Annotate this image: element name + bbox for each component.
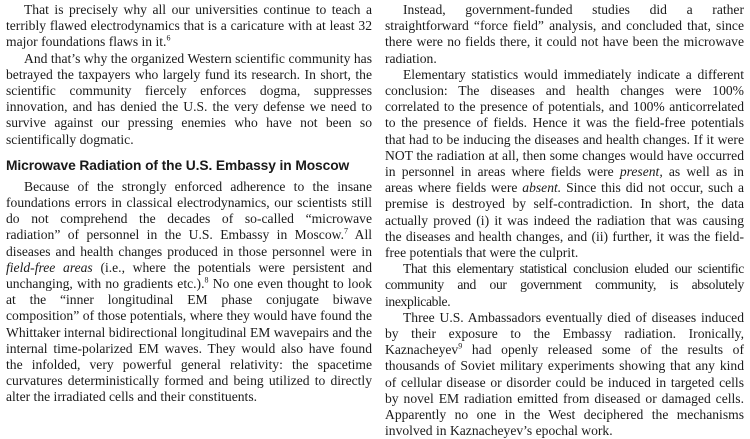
paragraph-force-field-analysis: Instead, government-funded studies did a rather straightforward “force field” analysis, and concluded that, since there were no fields there, it could not have been the microwave radiation. [385,2,744,66]
paragraph-universities: That is precisely why all our universities continue to teach a terribly flawed electrodynamics that is a caricature with at least 32 major foundations flaws in it.$^6$ [6,2,372,50]
emphasis-present: present, [619,164,663,180]
emphasis-absent: absent. [522,180,562,196]
paragraph-elementary-statistics: Elementary statistics would immediately indicate a different conclusion: The diseases and health changes were 100% correlated to the presence of potentials, and 100% anticorrelated to the presence of fields. Hence it was the field-free potentials that had to be inducing the diseases and health changes. If it were NOT the radiation at all, then some changes would have occurred in personnel in areas where fields were present, as well as in areas where fields were absent. Since this did not occur, such a premise is destroyed by self-contradiction. In short, the data actually proved (i) it was indeed the radiation that was causing the diseases and health changes, and (ii) further, it was the field-free potentials that were the culprit. [385,66,744,261]
right-column [385,2,744,439]
footnote-ref-8[interactable]: 8 [204,275,209,285]
paragraph-embassy-radiation: Because of the strongly enforced adherence to the insane foundations errors in classical electrodynamics, our scientists still do not comprehend the decades of so-called “microwave radiation” of personnel in the U.S. Embassy in Moscow.$^7$ All diseases and health changes produced in those personnel were in field-free areas (i.e., where the potentials were persistent and unchanging, with no gradients etc.).$^8$ No one even thought to look at the “inner longitudinal EM phase conjugate biwave composition” of those potentials, where they would have found the Whittaker internal bidirectional longitudinal EM wavepairs and the internal time-polarized EM waves. They would also have found the infolded, very powerful general relativity: the spacetime curvatures deterministically formed and being utilized to directly alter the irradiated cells and their constituents. [6,178,373,405]
left-column [6,2,372,406]
section-heading: Microwave Radiation of the U.S. Embassy in Moscow [6,157,350,173]
emphasis-field-free-areas: field-free areas [6,259,93,275]
paragraph-inexplicable: That this elementary statistical conclusion eluded our scientific community and our government community, is absolutely inexplicable. [385,261,744,309]
paragraph-ambassadors: Three U.S. Ambassadors eventually died of diseases induced by their exposure to the Embassy radiation. Ironically, Kaznacheyev$^9$ had openly released some of the results of thousands of Soviet military experiments showing that any kind of cellular disease or disorder could be induced in targeted cells by novel EM radiation emitted from diseased or damaged cells. Apparently no one in the West deciphered the mechanisms involved in Kaznacheyev’s epochal work. [385,309,744,439]
paragraph-scientific-community: And that’s why the organized Western scientific community has betrayed the taxpayers who largely fund its research. In short, the scientific community fiercely enforces dogma, suppresses innovation, and has denied the U.S. the very defense we need to survive against our pressing enemies who have not been so scientifically dogmatic. [6,50,372,147]
footnote-ref-7[interactable]: 7 [343,226,348,236]
footnote-ref-9[interactable]: 9 [458,341,463,351]
footnote-ref-6[interactable]: 6 [166,33,171,43]
